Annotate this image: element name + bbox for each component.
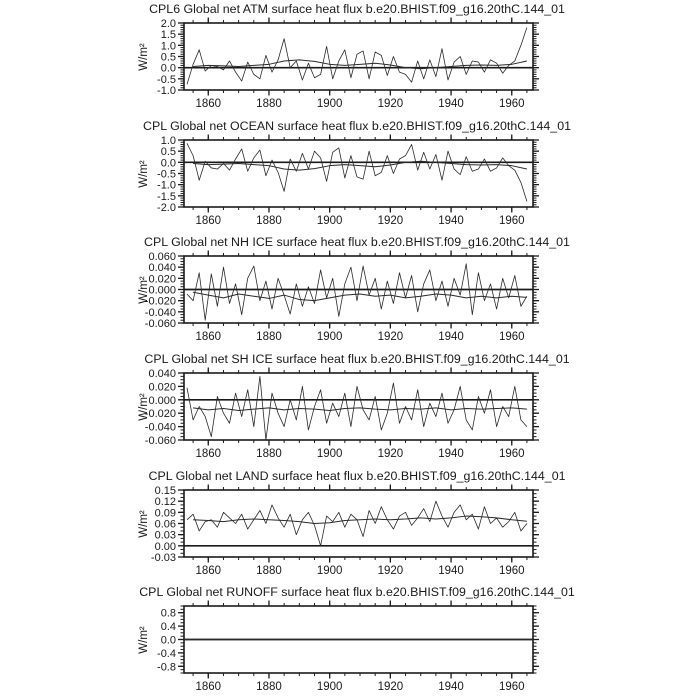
panel-ocean: [0, 117, 700, 234]
svg-text:0.040: 0.040: [148, 367, 176, 380]
svg-text:-0.040: -0.040: [144, 421, 176, 434]
svg-text:1920: 1920: [377, 98, 404, 110]
svg-text:1940: 1940: [438, 331, 464, 344]
svg-text:1860: 1860: [195, 98, 222, 110]
svg-text:-2.0: -2.0: [157, 201, 176, 214]
panel-atm: [0, 0, 700, 117]
panel-sh-ice-chart: [0, 350, 700, 467]
svg-text:1860: 1860: [195, 447, 222, 460]
svg-text:0.020: 0.020: [148, 273, 176, 286]
svg-text:1940: 1940: [438, 98, 464, 110]
svg-text:1960: 1960: [498, 447, 525, 460]
panel-ocean-title: CPL Global net OCEAN surface heat flux b.e20.BHIST.f09_g16.20thC.144_01: [143, 118, 571, 133]
panel-sh-ice-title: CPL Global net SH ICE surface heat flux b.e20.BHIST.f09_g16.20thC.144_01: [144, 351, 570, 366]
svg-text:0.09: 0.09: [154, 506, 176, 519]
svg-text:-0.060: -0.060: [144, 434, 176, 447]
svg-text:1900: 1900: [316, 98, 343, 110]
panel-nh-ice-chart: [0, 233, 700, 350]
svg-text:0.060: 0.060: [148, 251, 176, 264]
svg-text:1.0: 1.0: [160, 134, 176, 147]
svg-text:1880: 1880: [256, 331, 282, 344]
svg-text:-0.040: -0.040: [144, 307, 176, 320]
svg-text:0.020: 0.020: [148, 381, 176, 394]
svg-text:1940: 1940: [438, 564, 464, 577]
svg-text:1960: 1960: [498, 98, 525, 110]
panel-runoff-chart: [0, 583, 700, 700]
panel-atm-yaxis-label: W/m²: [138, 43, 150, 71]
svg-text:0.040: 0.040: [148, 262, 176, 275]
svg-text:0.5: 0.5: [160, 51, 176, 64]
svg-text:0.0: 0.0: [160, 62, 176, 75]
svg-text:1880: 1880: [256, 214, 282, 227]
svg-text:1940: 1940: [438, 214, 464, 227]
panel-nh-ice: [0, 233, 700, 350]
panel-runoff: [0, 583, 700, 700]
svg-text:1860: 1860: [195, 331, 222, 344]
svg-text:0.5: 0.5: [160, 145, 176, 158]
svg-text:1900: 1900: [316, 331, 343, 344]
svg-text:0.12: 0.12: [154, 495, 176, 508]
svg-text:1960: 1960: [498, 214, 525, 227]
svg-text:0.4: 0.4: [160, 621, 176, 634]
svg-text:0.00: 0.00: [154, 540, 176, 553]
svg-text:-1.0: -1.0: [157, 179, 176, 192]
svg-text:1880: 1880: [256, 447, 282, 460]
svg-text:1920: 1920: [377, 331, 404, 344]
svg-text:-0.020: -0.020: [144, 295, 176, 308]
svg-text:1860: 1860: [195, 564, 222, 577]
panel-land: [0, 467, 700, 584]
panel-ocean-yaxis-label: W/m²: [138, 159, 150, 188]
panel-land-chart: [0, 467, 700, 584]
panel-atm-chart: [0, 0, 700, 117]
svg-text:1960: 1960: [498, 564, 525, 577]
svg-text:1860: 1860: [195, 214, 222, 227]
svg-text:1.0: 1.0: [160, 40, 176, 53]
svg-text:0.06: 0.06: [154, 518, 176, 531]
svg-text:1860: 1860: [195, 681, 222, 694]
panel-land-yaxis-label: W/m²: [138, 509, 150, 538]
svg-text:-0.4: -0.4: [157, 648, 176, 661]
panel-nh-ice-yaxis-label: W/m²: [138, 276, 150, 305]
svg-text:-0.03: -0.03: [150, 551, 176, 564]
svg-text:-0.8: -0.8: [157, 661, 176, 674]
panel-runoff-yaxis-label: W/m²: [138, 626, 150, 655]
svg-text:-0.5: -0.5: [157, 168, 176, 181]
svg-text:0.000: 0.000: [148, 394, 176, 407]
svg-text:1900: 1900: [316, 681, 343, 694]
svg-text:1.5: 1.5: [160, 29, 176, 42]
svg-text:0.0: 0.0: [160, 634, 176, 647]
panel-runoff-title: CPL Global net RUNOFF surface heat flux b.e20.BHIST.f09_g16.20thC.144_01: [139, 585, 575, 600]
svg-text:1920: 1920: [377, 214, 404, 227]
svg-text:1960: 1960: [498, 681, 525, 694]
svg-text:-1.0: -1.0: [157, 84, 176, 97]
svg-text:0.000: 0.000: [148, 284, 176, 297]
panel-nh-ice-title: CPL Global net NH ICE surface heat flux b.e20.BHIST.f09_g16.20thC.144_01: [144, 235, 570, 250]
panel-land-title: CPL Global net LAND surface heat flux b.e20.BHIST.f09_g16.20thC.144_01: [148, 468, 566, 483]
svg-text:1920: 1920: [377, 564, 404, 577]
svg-text:1880: 1880: [256, 564, 282, 577]
panel-sh-ice-yaxis-label: W/m²: [138, 393, 150, 421]
panel-sh-ice: [0, 350, 700, 467]
svg-text:-0.5: -0.5: [157, 73, 176, 86]
svg-text:1920: 1920: [377, 681, 404, 694]
svg-text:1940: 1940: [438, 447, 464, 460]
svg-text:1880: 1880: [256, 681, 282, 694]
svg-text:-1.5: -1.5: [157, 190, 176, 203]
svg-text:0.15: 0.15: [154, 484, 176, 497]
svg-text:1920: 1920: [377, 447, 404, 460]
panel-atm-title: CPL6 Global net ATM surface heat flux b.e20.BHIST.f09_g16.20thC.144_01: [149, 2, 565, 16]
panel-ocean-chart: [0, 117, 700, 234]
svg-text:1900: 1900: [316, 447, 343, 460]
svg-text:1960: 1960: [498, 331, 525, 344]
svg-text:1880: 1880: [256, 98, 282, 110]
svg-text:-0.020: -0.020: [144, 408, 176, 421]
svg-text:0.0: 0.0: [160, 156, 176, 169]
svg-text:0.03: 0.03: [154, 529, 176, 542]
svg-text:0.8: 0.8: [160, 607, 176, 620]
svg-text:1940: 1940: [438, 681, 464, 694]
svg-text:2.0: 2.0: [160, 17, 176, 30]
svg-text:1900: 1900: [316, 214, 343, 227]
svg-text:-0.060: -0.060: [144, 318, 176, 331]
svg-text:1900: 1900: [316, 564, 343, 577]
